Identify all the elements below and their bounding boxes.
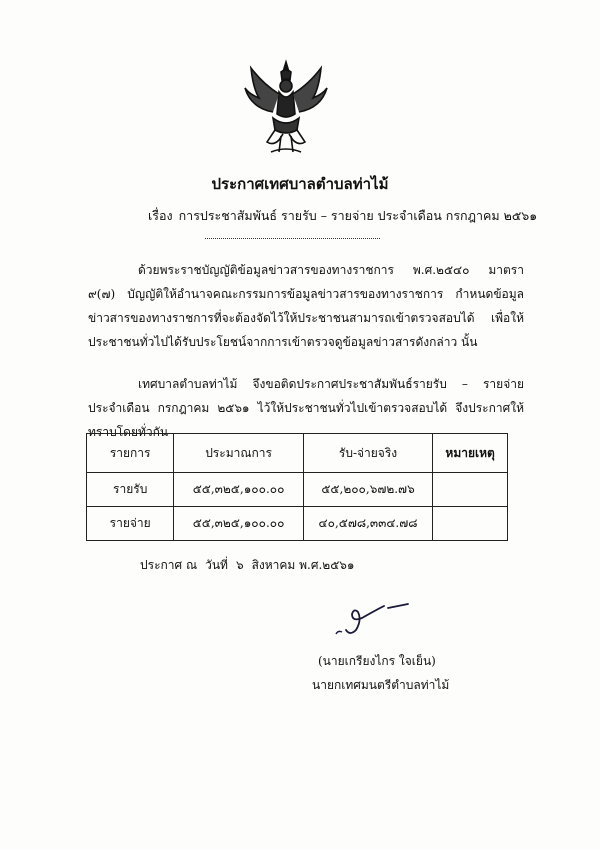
row-actual: ๕๕,๒๐๐,๖๗๒.๗๖ [303,473,432,507]
row-actual: ๔๐,๕๗๘,๓๓๔.๗๘ [303,507,432,541]
subject-text: การประชาสัมพันธ์ รายรับ – รายจ่าย ประจำเดือน กรกฎาคม ๒๕๖๑ [178,208,538,223]
issued-date-line [140,556,363,575]
page-title: ประกาศเทศบาลตำบลท่าไม้ [211,175,389,193]
issued-label: ประกาศ ณ [140,558,198,572]
table-header-row [87,434,508,473]
row-estimate: ๕๕,๓๒๕,๑๐๐.๐๐ [174,507,303,541]
row-estimate: ๕๕,๓๒๕,๑๐๐.๐๐ [174,473,303,507]
issued-day-label: วันที่ [205,558,228,572]
header-actual: รับ-จ่ายจริง [303,434,432,473]
row-item: รายรับ [87,473,174,507]
header-estimate: ประมาณการ [174,434,303,473]
row-item: รายจ่าย [87,507,174,541]
garuda-emblem-icon [243,58,329,158]
row-note [433,473,508,507]
header-item: รายการ [87,434,174,473]
issued-month-year: สิงหาคม พ.ศ.๒๕๖๑ [251,558,355,572]
paragraph-2: เทศบาลตำบลท่าไม้ จึงขอติดประกาศประชาสัมพันธ์รายรับ – รายจ่าย ประจำเดือน กรกฎาคม ๒๕๖๑ ไว้ให้ประชาชนทั่วไปเข้าตรวจสอบได้ จึงประกาศให้ทราบโดยทั่วกัน [88,377,524,439]
subject-label: เรื่อง [148,208,173,223]
issued-day: ๖ [235,558,244,572]
header-note: หมายเหตุ [433,434,508,473]
dotted-divider [205,238,380,239]
table-row [87,507,508,541]
signer-position: นายกเทศมนตรีตำบลท่าไม้ [312,678,450,692]
row-note [433,507,508,541]
paragraph-1: ด้วยพระราชบัญญัติข้อมูลข่าวสารของทางราชการ พ.ศ.๒๕๔๐ มาตรา ๙(๗) บัญญัติให้อำนาจคณะกรรมการข้อมูลข่าวสารของทางราชการ กำหนดข้อมูลข่าวสารของทางราชการที่จะต้องจัดไว้ให้ประชาชนสามารถเข้าตรวจสอบได้ เพื่อให้ประชาชนทั่วไปได้รับประโยชน์จากการเข้าตรวจดูข้อมูลข่าวสารดังกล่าว นั้น [88,263,524,349]
table-row [87,473,508,507]
signer-name: (นายเกรียงไกร ใจเย็น) [318,654,436,668]
budget-table [86,433,508,541]
handwritten-signature [328,596,418,641]
subject-line [148,206,543,226]
